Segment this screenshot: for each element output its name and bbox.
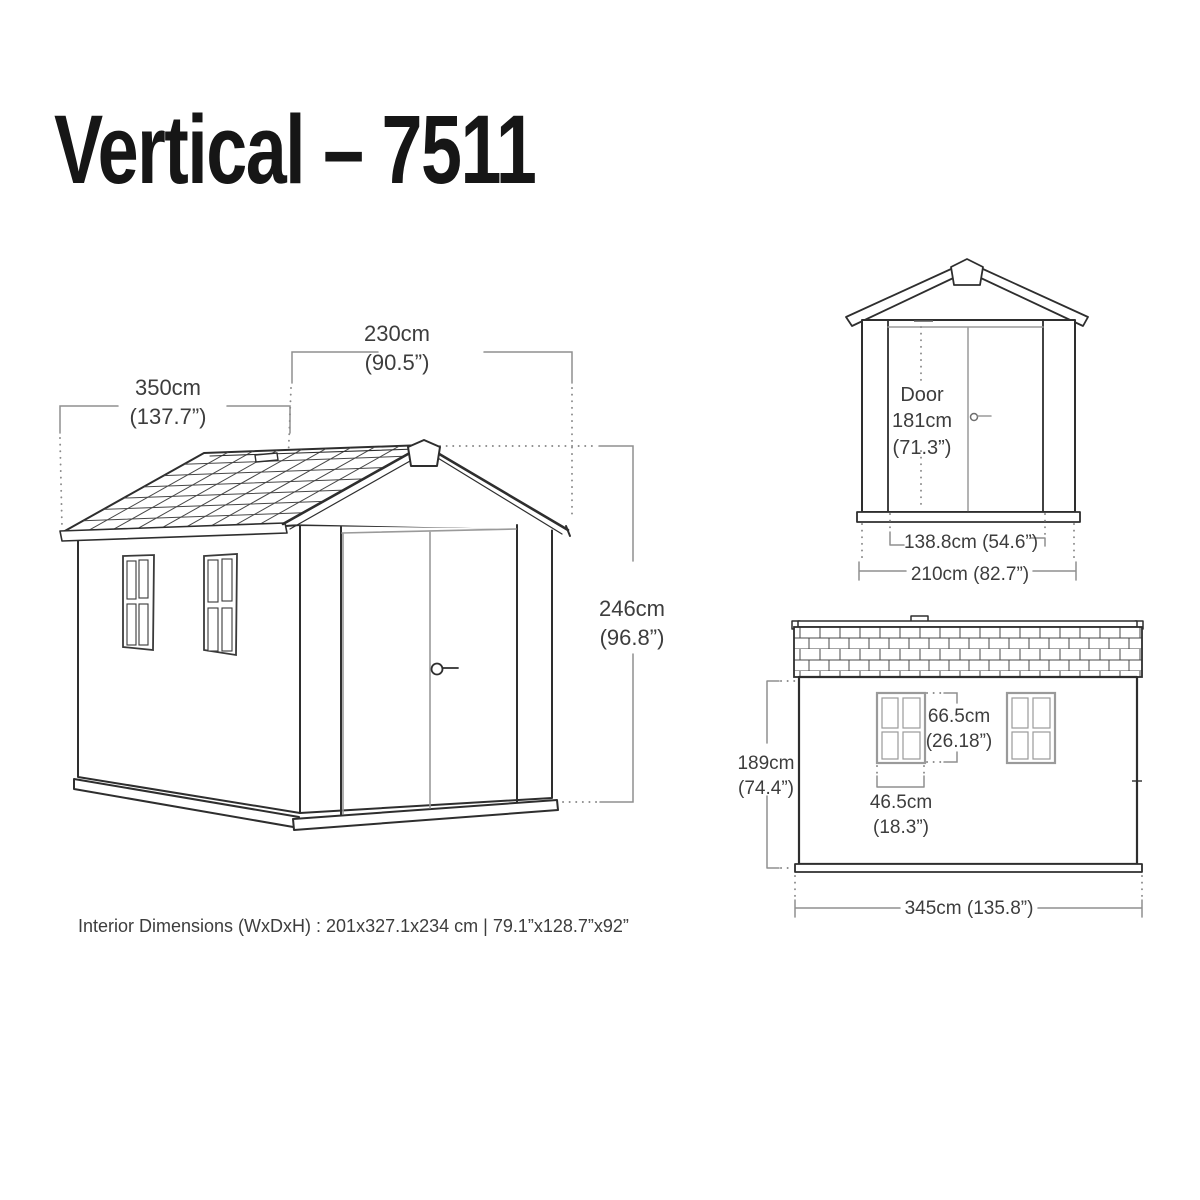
dim-wall-height-inch: (74.4”) — [738, 778, 794, 800]
dim-depth-cm: 350cm — [134, 375, 202, 400]
side-elevation-drawing — [767, 616, 1143, 917]
dim-height-inch: (96.8”) — [599, 625, 665, 651]
dim-window-height-inch: (26.18”) — [925, 731, 993, 753]
dim-window-width-cm: 46.5cm — [869, 792, 933, 813]
dim-window-height-cm: 66.5cm — [927, 706, 991, 727]
dim-door-height-inch: (71.3”) — [892, 436, 952, 459]
dim-width-cm: 230cm — [363, 321, 431, 346]
dim-window-width-label — [870, 790, 932, 840]
roof-finial — [408, 440, 440, 466]
door-handle-icon — [971, 414, 978, 421]
dim-wall-height-cm: 189cm — [737, 753, 795, 774]
dim-height-cm: 246cm — [598, 596, 666, 621]
dim-door-height-cm: 181cm — [891, 410, 953, 433]
interior-dimensions-note: Interior Dimensions (WxDxH) : 201x327.1x234 cm | 79.1”x128.7”x92” — [78, 916, 629, 936]
dim-width-inch: (90.5”) — [364, 350, 430, 376]
side-base — [795, 864, 1142, 872]
roof-finial — [951, 259, 983, 285]
page-title: Vertical – 7511 — [54, 95, 536, 204]
front-roof — [846, 259, 1088, 326]
dim-depth-label — [129, 373, 206, 431]
dim-door-width-label: 138.8cm (54.6”) — [903, 532, 1039, 553]
door-handle-icon — [432, 664, 443, 675]
dim-overall-width-label: 210cm (82.7”) — [910, 564, 1030, 585]
dim-height-label — [599, 594, 665, 652]
ridge-tab — [255, 453, 278, 462]
roof-shingle-band — [794, 627, 1142, 677]
side-wall — [78, 525, 300, 813]
dim-door-height-label — [892, 382, 952, 461]
dim-window-width-inch: (18.3”) — [873, 817, 929, 839]
dim-overall-length-label: 345cm (135.8”) — [904, 898, 1034, 919]
dim-width-label — [364, 319, 430, 377]
perspective-shed — [60, 440, 570, 830]
dim-depth-inch: (137.7”) — [129, 404, 207, 430]
front-wall — [300, 525, 552, 813]
dim-wall-height-label — [737, 751, 794, 801]
door-label: Door — [900, 384, 944, 406]
dim-window-height-label — [926, 704, 993, 754]
side-roof — [792, 616, 1143, 677]
